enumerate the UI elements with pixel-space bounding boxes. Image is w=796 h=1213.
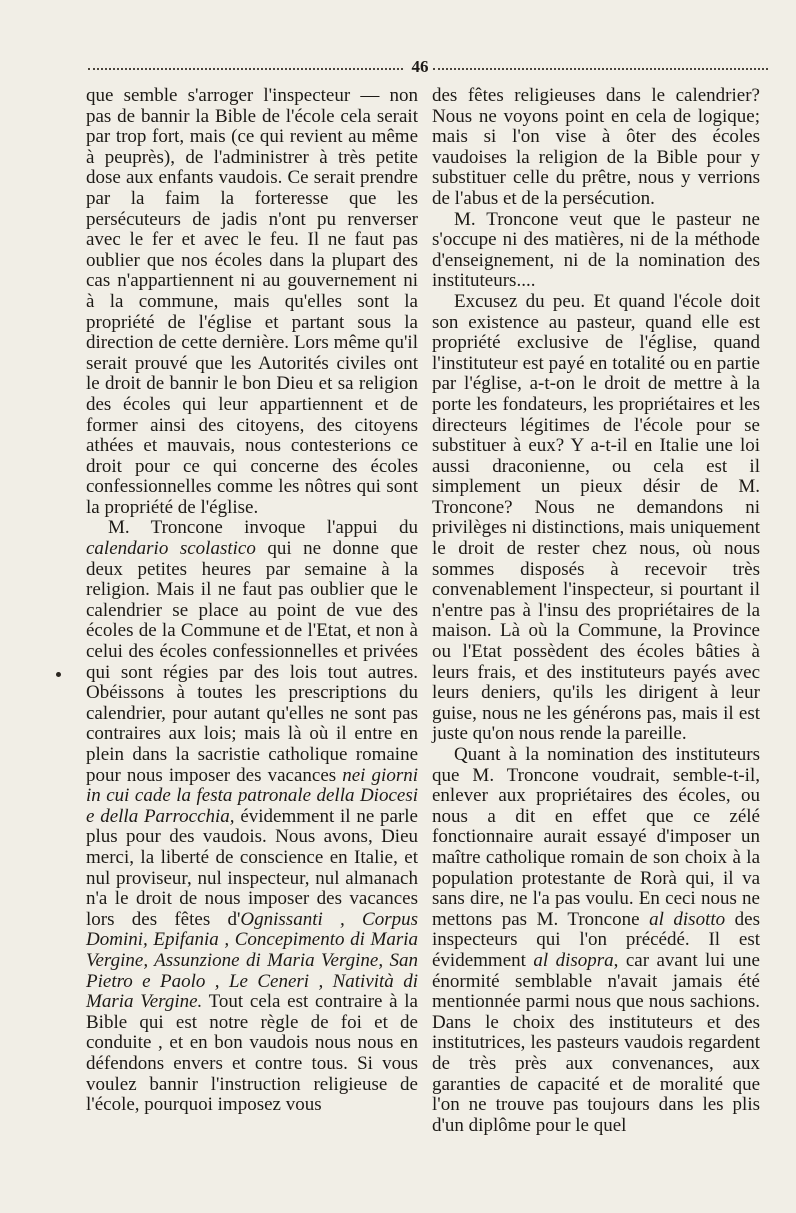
text-run: qui ne donne que deux petites heures par semaine à la religion. Mais il ne faut pas oublier que le calendrier se place au point de vue des écoles de la Commune et de l'Etat, et non à celui des écoles confessionnelles et privées qui sont régies par des lois tout autres. Obéissons à toutes les prescriptions du calendrier, pour autant qu'elles ne sont pas contraires aux lois; mais là où il entre en plein dans la sacristie catholique romaine pour nous imposer des vacances: [86, 538, 419, 786]
text-run: , car avant lui une énormité semblable n'avait jamais été mentionnée parmi nous que nous sachions. Dans le choix des instituteurs et des institutrices, les pasteurs vaudois regardent de très près aux convenances, aux garanties de capacité et de moralité que l'on ne trouve pas toujours dans les plis d'un diplôme pour le quel: [432, 949, 760, 1136]
page-header: [88, 56, 768, 78]
paragraph: que semble s'arroger l'inspecteur — non pas de bannir la Bible de l'école cela serait par trop fort, mais (ce qui revient au même à peuprès), de l'administrer à très petite dose aux enfants vaudois. Ce serait prendre par la faim la forteresse que les persécuteurs de jadis n'ont pu renverser avec le fer et avec le feu. Il ne faut pas oublier que nos écoles dans la plupart des cas n'appartiennent ni au gouvernement ni à la commune, mais qu'elles sont la propriété de l'église et partant sous la direction de cette dernière. Lors même qu'il serait prouvé que les Autorités civiles ont le droit de bannir le bon Dieu et sa religion des écoles qui leur appartiennent et de former ainsi des citoyens, des citoyens athées et mauvais, nous contesterions ce droit pour ce qui concerne des écoles confessionnelles comme les nôtres qui sont la propriété de l'église.: [86, 85, 418, 518]
italic-run: nei giorni in cui cade la festa patronale della Diocesi e della Parrocchia,: [86, 764, 418, 827]
left-column: [86, 86, 418, 1116]
text-run: M. Troncone invoque l'appui du: [108, 517, 418, 539]
margin-dot: [56, 672, 61, 677]
italic-run: al disotto: [649, 908, 726, 930]
italic-run: Ognissanti , Corpus Domini, Epifania , Concepimento di Maria Vergine, Assunzione di Maria Vergine, San Pietro e Paolo , Le Ceneri , Natività di Maria Vergine.: [86, 908, 418, 1013]
italic-run: calendario scolastico: [86, 538, 256, 560]
header-rule-right: [433, 68, 768, 70]
right-column: [432, 86, 760, 1136]
text-run: Tout cela est contraire à la Bible qui est notre règle de foi et de conduite , et en bon vaudois nous nous en défendons envers et contre tous. Si vous voulez bannir l'instruction religieuse de l'école, pourquoi imposez vous: [86, 991, 418, 1116]
paragraph: [86, 518, 418, 1115]
paragraph: des fêtes religieuses dans le calendrier? Nous ne voyons point en cela de logique; mais si l'on vise à ôter des écoles vaudoises la religion de la Bible pour y substituer celle du prêtre, nous y verrions de l'abus et de la persécution.: [432, 85, 760, 209]
header-rule-left: [88, 68, 403, 70]
paragraph: Excusez du peu. Et quand l'école doit son existence au pasteur, quand elle est propriété exclusive de l'église, quand l'instituteur est payé en totalité ou en partie par l'église, a-t-on le droit de mettre à la porte les fondateurs, les propriétaires et les directeurs légitimes de l'école pour se substituer à eux? Y a-t-il en Italie une loi aussi draconienne, ou cela est il simplement un pieux désir de M. Troncone? Nous ne demandons ni privilèges ni distinctions, mais uniquement le droit de rester chez nous, où nous sommes disposés à recevoir très convenablement l'inspecteur, si pourtant il n'entre pas à l'insu des propriétaires de la maison. Là où la Commune, la Province ou l'Etat possèdent des écoles bâties à leurs frais, et des instituteurs payés avec leurs deniers, qu'ils les dirigent à leur guise, nous ne les générons pas, mais il est juste qu'on nous rende la pareille.: [432, 290, 760, 745]
text-run: évidemment il ne parle plus pour des vaudois. Nous avons, Dieu merci, la liberté de conscience en Italie, et nul proviseur, nul inspecteur, nul almanach n'a le droit de nous imposer des vacances lors des fêtes d': [86, 805, 418, 930]
paragraph: M. Troncone veut que le pasteur ne s'occupe ni des matières, ni de la méthode d'enseignement, ni de la nomination des instituteurs....: [432, 208, 760, 292]
text-run: Quant à la nomination des instituteurs que M. Troncone voudrait, semble-t-il, enlever aux propriétaires des écoles, ou nous a dit en effet que ce zélé fonctionnaire aurait essayé d'imposer un maître catholique romain de son choix à la population protestante de Rorà qui, il va sans dire, ne l'a pas voulu. En ceci nous ne mettons pas M. Troncone: [432, 744, 760, 930]
italic-run: al disopra: [533, 949, 614, 971]
paragraph: [432, 745, 760, 1136]
page-number: 46: [411, 57, 429, 76]
text-run: des inspecteurs qui l'on précédé. Il est évidemment: [432, 908, 760, 971]
